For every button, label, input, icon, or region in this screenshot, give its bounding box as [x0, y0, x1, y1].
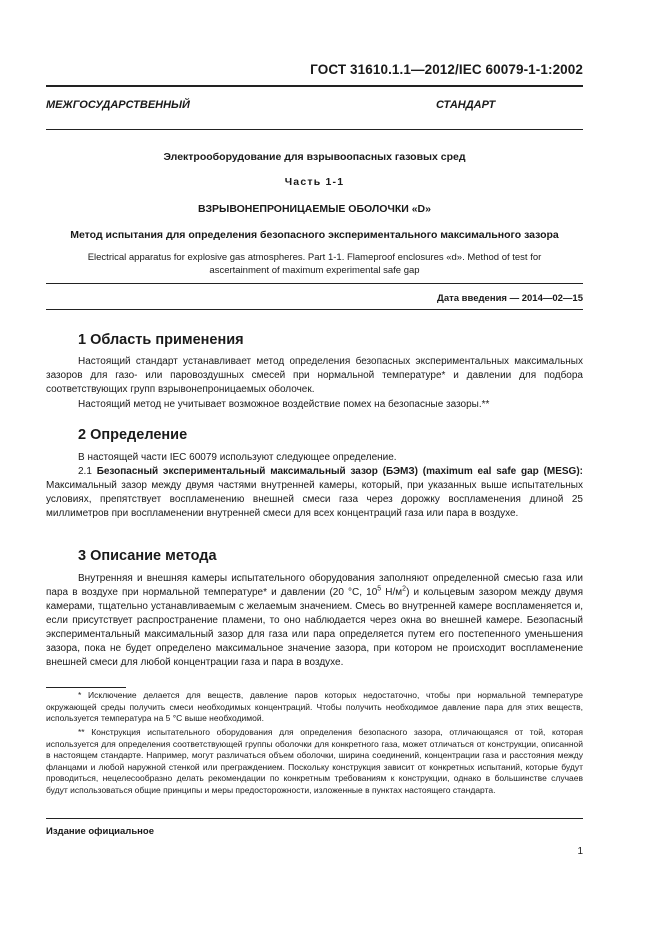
footnote-1: * Исключение делается для веществ, давление паров которых недостаточно, чтобы при нормальной температуре окружающей среды получить смеси необходимых концентраций. Чтобы получить необходимое давление пара для этих веществ, используется температура на 5 °С выше необходимой.	[46, 690, 583, 724]
section-3-paragraph-1	[46, 572, 583, 670]
definition-2-1	[46, 465, 583, 521]
standard-type-banner	[46, 99, 583, 111]
section-3-text-c: ) и кольцевым зазором между двумя камерами, тщательно устанавливаемым с желаемым значением. Смесь во внутренней камере воспламеняется и, если присутствует распространение пламени, то оно наблюдается через окна во внешней камере. Безопасный экспериментальный максимальный зазор для газа или пара определяется путем его постепенного уменьшения зазора, пока не будет определено максимальное значение зазора, при котором не происходит воспламенение внешней смеси для любой концентрации газа и пара в воздухе.	[46, 587, 583, 668]
official-edition-label: Издание официальное	[46, 826, 154, 837]
section-2-heading: 2 Определение	[78, 427, 188, 443]
definition-term: Безопасный экспериментальный максимальный зазор (БЭМЗ) (maximum eal safe gap (MESG):	[96, 466, 583, 477]
document-code: ГОСТ 31610.1.1—2012/IEC 60079-1-1:2002	[310, 62, 583, 77]
document-method-title: Метод испытания для определения безопасного экспериментального максимального зазора	[70, 229, 559, 241]
section-3-text-b: Н/м	[381, 587, 403, 598]
standard-type-word-interstate: МЕЖГОСУДАРСТВЕННЫЙ	[46, 99, 190, 111]
footnote-rule	[46, 687, 126, 688]
definition-number: 2.1	[78, 466, 92, 477]
definition-text: Максимальный зазор между двумя частями внутренней камеры, который, при указанных выше испытательных условиях, препятствует воспламенению внешней смеси газа через дорожку воспламенения длиной 25 миллиметров при воспламенении внутренней смеси для всех концентраций газа или пара в воздухе.	[46, 480, 583, 519]
document-title: Электрооборудование для взрывоопасных газовых сред	[163, 151, 466, 163]
document-part: Часть 1-1	[284, 176, 345, 188]
section-1-heading: 1 Область применения	[78, 332, 244, 348]
section-1-paragraph-2: Настоящий метод не учитывает возможное воздействие помех на безопасные зазоры.**	[78, 399, 490, 410]
introduction-date: Дата введения — 2014—02—15	[437, 293, 583, 304]
page-number: 1	[577, 846, 583, 857]
footer-rule	[46, 818, 583, 819]
document-title-english: Electrical apparatus for explosive gas atmospheres. Part 1-1. Flameproof enclosures «d». Method of test for ascertainment of maximum experimental safe gap	[87, 252, 542, 276]
header-rule	[46, 85, 583, 87]
section-2-paragraph-1: В настоящей части IEC 60079 используют следующее определение.	[78, 452, 397, 463]
exponent: 5	[377, 585, 382, 593]
section-3-text-a: Внутренняя и внешняя камеры испытательного оборудования заполняют определенной смесью газа или пара в воздухе при нормальной температуре* и давлении (20 °С, 10	[46, 573, 583, 598]
exponent-2: 2	[402, 585, 407, 593]
section-1-paragraph-1: Настоящий стандарт устанавливает метод определения безопасных экспериментальных максимальных зазоров для газо- или паровоздушных смесей при нормальной температуре* и давлении для подбора соответствующих групп взрывонепроницаемых оболочек.	[46, 356, 583, 395]
title-rule	[46, 283, 583, 284]
document-subtitle: ВЗРЫВОНЕПРОНИЦАЕМЫЕ ОБОЛОЧКИ «D»	[198, 203, 431, 215]
banner-rule	[46, 129, 583, 130]
date-rule	[46, 309, 583, 310]
section-3-heading: 3 Описание метода	[78, 548, 217, 564]
footnote-2: ** Конструкция испытательного оборудования для определения безопасного зазора, отличающаяся от той, которая используется для определения соответствующей группы оболочки для конкретного газа, может отличаться от конструкции, описанной в настоящем стандарте. Например, могут различаться объем оболочки, ширина соединений, концентрации газа и расстояния между фланцами и любой наружной стенкой или преграждением. Поскольку конструкция зависит от конкретных испытаний, которые будут проводиться, нецелесообразно делать рекомендации по конкретным требованиям к конструкции, однако в большинстве случаев будут использоваться общие принципы и меры предосторожности, изложенные в пунктах настоящего стандарта.	[46, 727, 583, 795]
standard-type-word-standard: СТАНДАРТ	[436, 99, 496, 111]
